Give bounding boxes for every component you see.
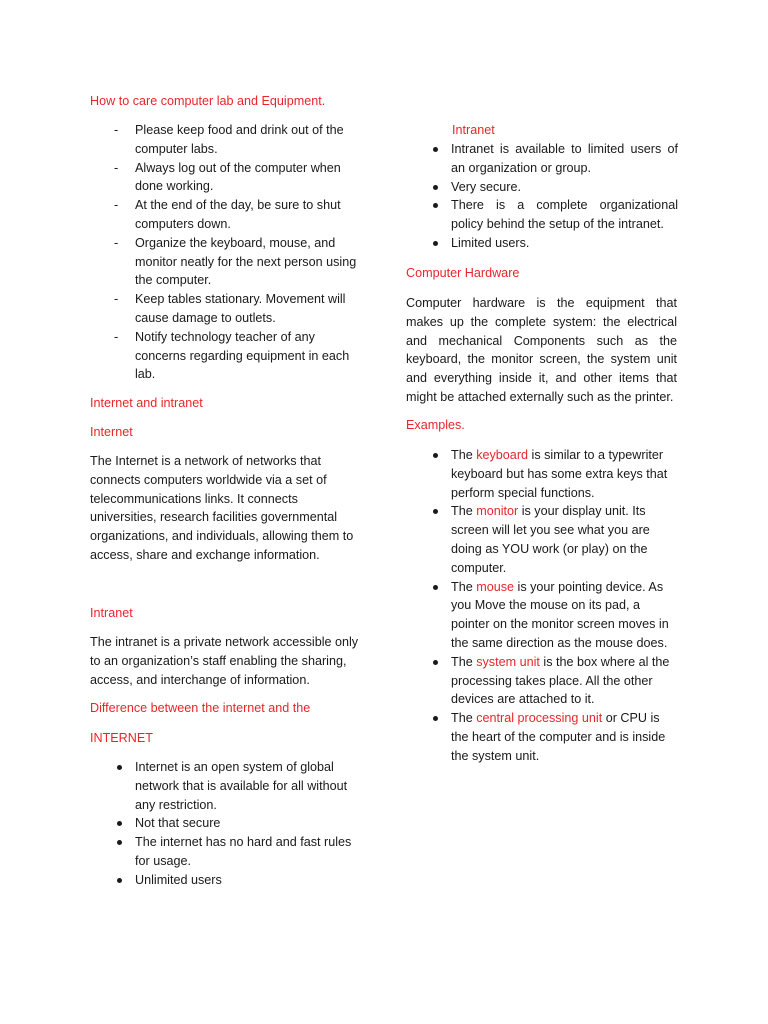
dash-marker: - <box>114 198 119 213</box>
intranet-heading: Intranet <box>90 606 133 620</box>
bullet-icon <box>117 765 122 770</box>
internet-paragraph: The Internet is a network of networks that connects computers worldwide via a set of telecommunications links. It connects universities, research facilities governmental organizations, and individuals, allowing them to access, share and exchange information. <box>90 454 354 562</box>
internet-intranet-heading: Internet and intranet <box>90 396 203 410</box>
bullet-icon <box>433 241 438 246</box>
list-item-text: Keep tables stationary. Movement will cause damage to outlets. <box>135 292 346 325</box>
bullet-icon <box>433 716 438 721</box>
list-item-text: Intranet is available to limited users of an organization or group. <box>451 142 678 175</box>
list-item <box>406 234 678 253</box>
list-item <box>90 159 358 197</box>
list-item <box>406 578 678 653</box>
difference-heading: Difference between the internet and the <box>90 701 311 715</box>
hardware-paragraph: Computer hardware is the equipment that makes up the complete system: the electrical and mechanical Components such as the keyboard, the monitor screen, the system unit and everything inside it, and other items that might be attached externally such as the printer. <box>406 296 677 404</box>
example-prefix: The <box>451 504 477 519</box>
bullet-icon <box>433 509 438 514</box>
care-heading: How to care computer lab and Equipment. <box>90 94 326 108</box>
list-item-text: Please keep food and drink out of the computer labs. <box>135 123 344 156</box>
list-item <box>406 653 678 709</box>
list-item-text: Internet is an open system of global network that is available for all without any restriction. <box>135 760 348 812</box>
bullet-icon <box>117 840 122 845</box>
list-item-text: Limited users. <box>451 235 530 250</box>
bullet-icon <box>433 147 438 152</box>
example-description: is your display unit. Its screen will let you see what you are doing as YOU work (or play) on the computer. <box>451 504 650 575</box>
list-item <box>406 709 678 765</box>
list-item-text: Not that secure <box>135 816 221 831</box>
list-item <box>90 758 358 814</box>
bullet-icon <box>117 821 122 826</box>
list-item-text <box>451 709 678 765</box>
list-item <box>406 178 678 197</box>
list-item <box>90 234 358 290</box>
example-description: is similar to a typewriter keyboard but has some extra keys that perform special functions. <box>451 448 668 500</box>
internet-caps-heading: INTERNET <box>90 731 153 745</box>
list-item-text: Very secure. <box>451 179 521 194</box>
intranet-list <box>406 140 678 253</box>
hardware-heading: Computer Hardware <box>406 266 520 280</box>
example-term: keyboard <box>476 448 529 462</box>
bullet-icon <box>433 203 438 208</box>
care-list <box>90 121 358 384</box>
list-item-text: The internet has no hard and fast rules for usage. <box>135 835 352 868</box>
internet-list <box>90 758 358 890</box>
example-prefix: The <box>451 579 477 594</box>
list-item <box>90 328 358 384</box>
list-item-text: Organize the keyboard, mouse, and monitor neatly for the next person using the computer. <box>135 235 357 288</box>
bullet-icon <box>433 585 438 590</box>
intranet-heading: Intranet <box>452 123 495 137</box>
example-prefix: The <box>451 711 477 726</box>
dash-marker: - <box>114 235 119 250</box>
example-term: system unit <box>476 654 540 669</box>
examples-list <box>406 446 678 766</box>
list-item <box>406 196 678 234</box>
dash-marker: - <box>114 292 119 307</box>
list-item <box>90 121 358 159</box>
list-item <box>90 871 358 890</box>
list-item <box>90 814 358 833</box>
list-item-text <box>451 446 678 502</box>
list-item <box>90 833 358 871</box>
bullet-icon <box>433 453 438 458</box>
bullet-icon <box>433 185 438 190</box>
list-item-text: There is a complete organizational policy behind the setup of the intranet. <box>451 198 678 232</box>
list-item-text <box>451 578 678 653</box>
list-item-text: Notify technology teacher of any concerns regarding equipment in each lab. <box>135 329 350 382</box>
intranet-paragraph: The intranet is a private network accessible only to an organization’s staff enabling the sharing, access, and interchange of information. <box>90 635 359 687</box>
example-term: mouse <box>476 579 515 594</box>
list-item-text <box>451 653 678 709</box>
examples-heading: Examples. <box>406 418 465 432</box>
dash-marker: - <box>114 123 119 137</box>
list-item <box>90 290 358 328</box>
example-prefix: The <box>451 654 477 669</box>
list-item-text: Always log out of the computer when done working. <box>135 160 341 194</box>
example-prefix: The <box>451 448 477 462</box>
bullet-icon <box>433 660 438 665</box>
example-description: or CPU is the heart of the computer and is inside the system unit. <box>451 711 666 763</box>
example-description: is the box where al the processing takes place. All the other devices are attached to it. <box>451 654 670 707</box>
dash-marker: - <box>114 329 119 344</box>
internet-heading: Internet <box>90 425 133 439</box>
list-item-text <box>451 502 678 577</box>
list-item <box>406 502 678 577</box>
list-item <box>90 196 358 234</box>
example-description: is your pointing device. As you Move the mouse on its pad, a pointer on the monitor screen moves in the same direction as the mouse does. <box>451 579 669 650</box>
example-term: central processing unit <box>476 711 603 726</box>
list-item <box>406 446 678 502</box>
list-item-text: At the end of the day, be sure to shut computers down. <box>135 198 341 231</box>
bullet-icon <box>117 878 122 883</box>
list-item <box>406 140 678 178</box>
example-term: monitor <box>476 504 519 519</box>
list-item-text: Unlimited users <box>135 872 222 887</box>
dash-marker: - <box>114 160 119 175</box>
